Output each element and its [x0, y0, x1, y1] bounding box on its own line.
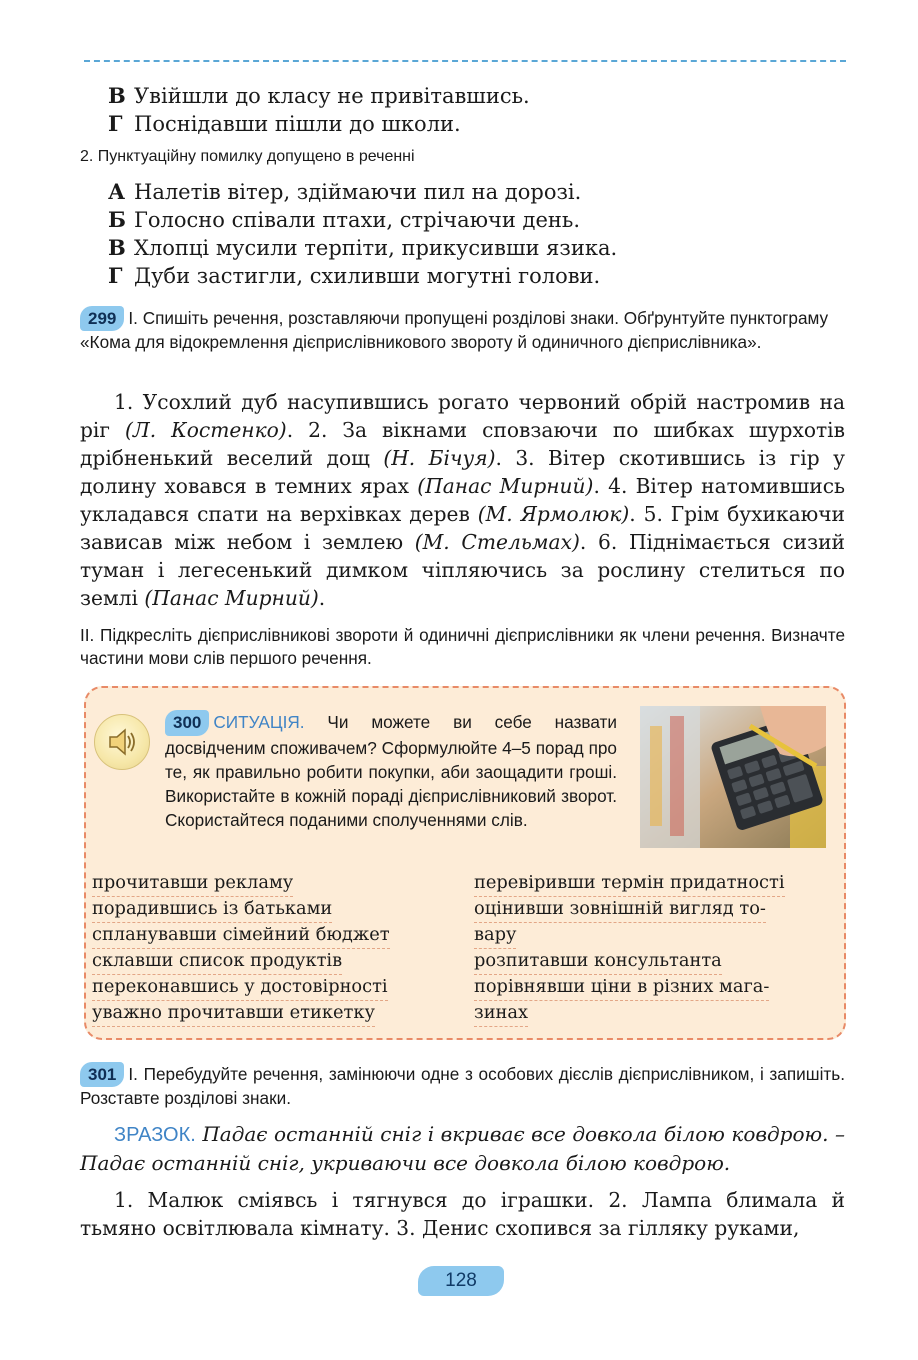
ex299-task: 299 I. Спишіть речення, розставляючи пропущені розділові знаки. Обґрунтуйте пунктограму «Кома для відокремлення дієприслівникового звороту й одиничного дієприслівника». — [80, 308, 829, 352]
phrase-left-5: переконавшись у достовірності — [92, 974, 388, 1001]
ex299-task2: II. Підкресліть дієприслівникові звороти й одиничні дієприслівники як члени речення. Визначте частини мови слів першого речення. — [80, 625, 845, 668]
phrase-left-6: уважно прочитавши етикетку — [92, 1000, 375, 1027]
q2-heading: 2. Пунктуаційну помилку допущено в реченні — [80, 148, 415, 165]
phrase-left-2: порадившись із батьками — [92, 896, 332, 923]
ex301-sentences: 1. Малюк сміявсь і тягнувся до іграшки. 2. Лампа блимала й тьмяно освітлювала кімнату. 3. Денис схопився за гілляку руками, — [80, 1188, 845, 1240]
situation-label: СИТУАЦІЯ. — [213, 712, 305, 732]
page-number: 128 — [418, 1266, 504, 1296]
phrase-right-3: вару — [474, 922, 516, 949]
phrase-right-5: порівнявши ціни в різних мага- — [474, 974, 769, 1001]
speaker-icon — [94, 714, 150, 770]
ex301-task: 301 I. Перебудуйте речення, замінюючи одне з особових дієслів дієприслівником, і запишіть. Розставте розділові знаки. — [80, 1064, 845, 1108]
q2-option-b: Б Голосно співали птахи, стрічаючи день. — [108, 207, 581, 232]
phrase-right-6: зинах — [474, 1000, 528, 1027]
sample-label: ЗРАЗОК. — [114, 1124, 196, 1146]
calculator-photo — [640, 706, 826, 848]
phrase-left-4: склавши список продуктів — [92, 948, 342, 975]
q1-option-v: В Увійшли до класу не привітавшись. — [108, 83, 530, 108]
ex301-sample: ЗРАЗОК. Падає останній сніг і вкриває все довкола білою ковдрою. – Падає останній сніг, укриваючи все довкола білою ковдрою. — [80, 1122, 845, 1175]
top-dashed-divider — [84, 60, 846, 62]
phrase-right-1: перевіривши термін придатності — [474, 870, 785, 897]
q2-option-v: В Хлопці мусили терпіти, прикусивши язика. — [108, 235, 618, 260]
ex301-number-badge: 301 — [80, 1062, 124, 1087]
ex300-task: 300 СИТУАЦІЯ. Чи можете ви себе назвати досвідченим споживачем? Сформулюйте 4–5 порад про те, як правильно робити покупки, аби заощадити гроші. Використайте в кожній пораді дієприслівниковий зворот. Скористайтеся поданими сполученнями слів. — [165, 712, 617, 830]
phrase-right-4: розпитавши консультанта — [474, 948, 722, 975]
ex300-number-badge: 300 — [165, 710, 209, 736]
phrase-left-3: спланувавши сімейний бюджет — [92, 922, 390, 949]
q2-option-h: Г Дуби застигли, схиливши могутні голови. — [108, 263, 601, 288]
q1-option-h: Г Поснідавши пішли до школи. — [108, 111, 461, 136]
q2-option-a: А Налетів вітер, здіймаючи пил на дорозі. — [108, 179, 582, 204]
phrase-right-2: оцінивши зовнішній вигляд то- — [474, 896, 766, 923]
ex299-number-badge: 299 — [80, 306, 124, 331]
phrase-left-1: прочитавши рекламу — [92, 870, 293, 897]
ex299-sentences: 1. Усохлий дуб насупившись рогато червоний обрій настромив на ріг (Л. Костенко). 2. За вікнами сповзаючи по шибках шурхотів дрібненький веселий дощ (Н. Бічуя). 3. Вітер скотившись із гір у долину ховався в темних ярах (Панас Мирний). 4. Вітер натомившись укладався спати на верхівках дерев (М. Ярмолюк). 5. Грім бухикаючи зависав між небом і землею (М. Стельмах). 6. Піднімається сизий туман і легесенький димком чіпляючись за рослину стелиться по землі (Панас Мирний). — [80, 390, 846, 610]
